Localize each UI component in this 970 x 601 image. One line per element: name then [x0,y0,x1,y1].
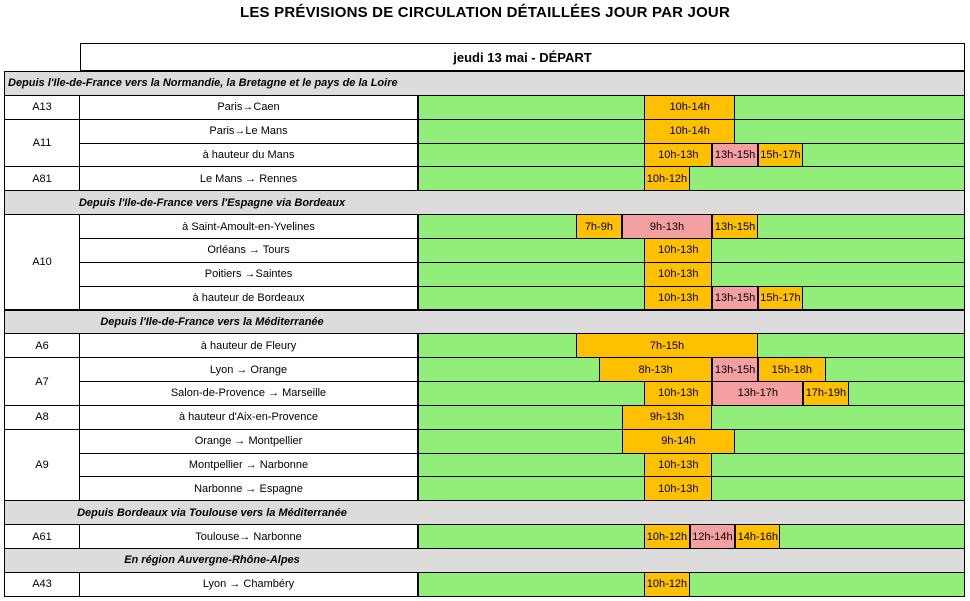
traffic-period-orange: 10h-12h [644,525,689,548]
route-label: à hauteur de Fleury [80,333,418,358]
road-code: A7 [4,357,80,406]
route-label: Lyon → Chambéry [80,572,418,597]
timeline-bar [418,429,965,454]
traffic-forecast-table [4,71,966,596]
route-label: à Saint-Amoult-en-Yvelines [80,214,418,239]
traffic-period-orange: 13h-15h [712,215,757,238]
traffic-period-red: 13h-15h [712,287,757,310]
route-label: Paris→Le Mans [80,119,418,144]
traffic-period-orange: 10h-13h [644,382,712,405]
route-label: Narbonne → Espagne [80,476,418,501]
traffic-period-orange: 10h-13h [644,477,712,500]
route-label: Le Mans → Rennes [80,166,418,191]
section-label: Depuis l'Ile-de-France vers l'Espagne via Bordeaux [78,196,346,209]
route-label: Poitiers →Saintes [80,262,418,287]
timeline-bar [418,238,965,263]
timeline-bar [418,286,965,311]
route-label: Paris→Caen [80,95,418,120]
route-label: Orange → Montpellier [80,429,418,454]
traffic-period-red: 12h-14h [690,525,735,548]
section-label: Depuis Bordeaux via Toulouse vers la Méditerranée [77,506,347,519]
section-header [4,190,965,215]
timeline-bar [418,333,965,358]
road-code: A9 [4,429,80,502]
traffic-period-orange: 15h-17h [758,287,803,310]
day-header: jeudi 13 mai - DÉPART [80,43,965,71]
traffic-period-red: 13h-15h [712,144,757,167]
route-label: à hauteur d'Aix-en-Provence [80,405,418,430]
route-label: Orléans → Tours [80,238,418,263]
timeline-bar [418,143,965,168]
traffic-period-red: 9h-13h [622,215,713,238]
traffic-period-orange: 10h-12h [644,167,689,190]
timeline-bar [418,95,965,120]
timeline-bar [418,524,965,549]
route-label: Salon-de-Provence → Marseille [80,381,418,406]
traffic-period-orange: 10h-14h [644,120,735,143]
section-header [4,71,965,96]
traffic-period-orange: 14h-16h [735,525,780,548]
timeline-bar [418,381,965,406]
traffic-period-orange: 15h-17h [758,144,803,167]
route-label: Toulouse→ Narbonne [80,524,418,549]
route-label: Lyon → Orange [80,357,418,382]
traffic-period-orange: 10h-12h [644,573,689,596]
section-label: En région Auvergne-Rhône-Alpes [124,554,300,567]
road-code: A10 [4,214,80,310]
road-code: A81 [4,166,80,191]
timeline-bar [418,405,965,430]
traffic-period-orange: 8h-13h [599,358,713,381]
timeline-bar [418,214,965,239]
traffic-period-orange: 10h-13h [644,239,712,262]
traffic-period-orange: 10h-13h [644,454,712,477]
timeline-bar [418,453,965,478]
road-code: A6 [4,333,80,358]
section-header [4,310,965,335]
timeline-bar [418,572,965,597]
traffic-period-red: 13h-15h [712,358,757,381]
section-label: Depuis l'Ile-de-France vers la Normandie, la Bretagne et le pays de la Loire [8,77,398,90]
traffic-period-orange: 9h-14h [622,430,736,453]
traffic-period-orange: 15h-18h [758,358,826,381]
route-label: à hauteur du Mans [80,143,418,168]
traffic-period-orange: 10h-14h [644,96,735,119]
traffic-period-orange: 10h-13h [644,263,712,286]
traffic-period-orange: 9h-13h [622,406,713,429]
road-code: A8 [4,405,80,430]
page-title: LES PRÉVISIONS DE CIRCULATION DÉTAILLÉES JOUR PAR JOUR [239,4,731,21]
traffic-period-orange: 10h-13h [644,144,712,167]
traffic-period-orange: 17h-19h [803,382,848,405]
route-label: Montpellier → Narbonne [80,453,418,478]
timeline-bar [418,262,965,287]
road-code: A61 [4,524,80,549]
section-label: Depuis l'Ile-de-France vers la Méditerranée [100,315,324,328]
traffic-period-red: 13h-17h [712,382,803,405]
timeline-bar [418,119,965,144]
traffic-period-orange: 7h-15h [576,334,758,357]
traffic-period-orange: 10h-13h [644,287,712,310]
road-code: A43 [4,572,80,597]
timeline-bar [418,476,965,501]
section-header [4,500,965,525]
traffic-period-orange: 7h-9h [576,215,621,238]
road-code: A11 [4,119,80,168]
timeline-bar [418,166,965,191]
section-header [4,548,965,573]
timeline-bar [418,357,965,382]
route-label: à hauteur de Bordeaux [80,286,418,311]
road-code: A13 [4,95,80,120]
